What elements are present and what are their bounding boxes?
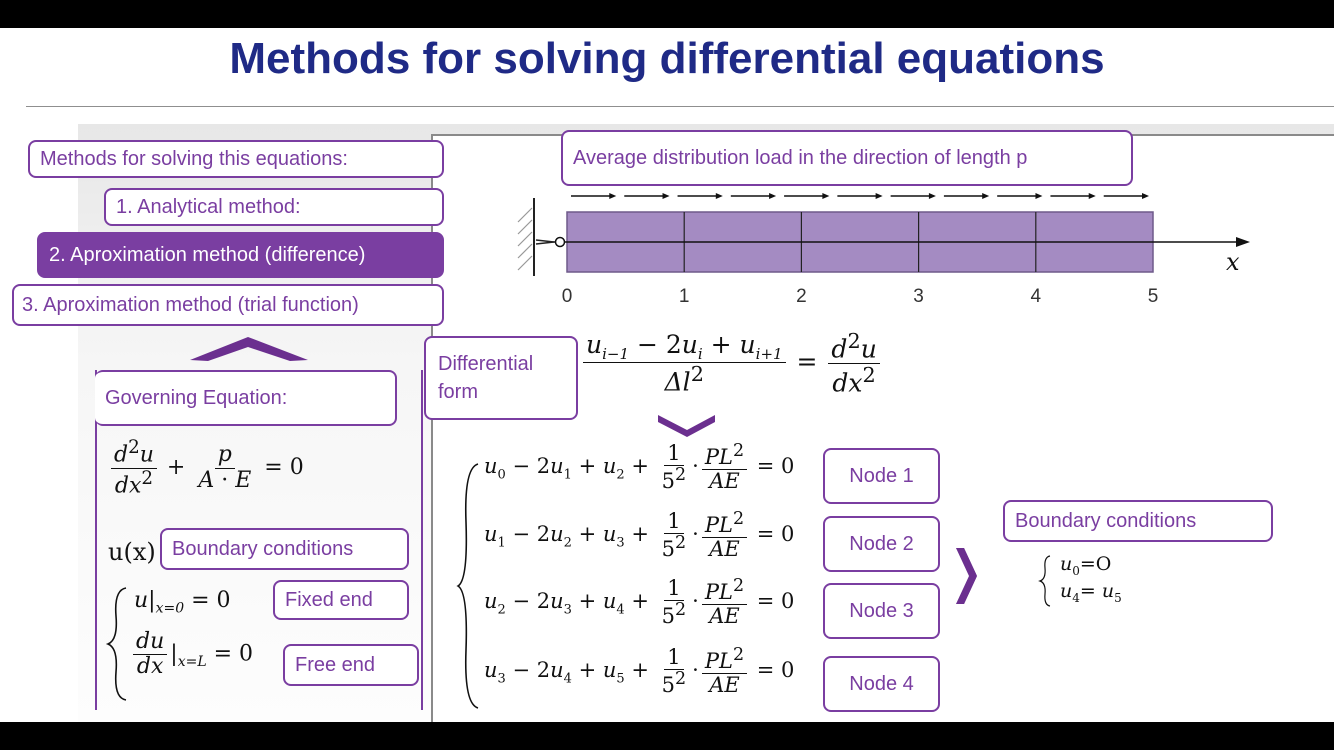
boundary-conditions-box bbox=[160, 528, 409, 570]
load-arrow-icon bbox=[837, 193, 882, 199]
free-end-box bbox=[283, 644, 419, 686]
methods-header-box bbox=[28, 140, 444, 178]
load-arrow-icon bbox=[571, 193, 616, 199]
tick-label: 3 bbox=[913, 286, 924, 307]
title-divider bbox=[26, 106, 1334, 107]
node-4-equation: $u_3 - 2u_4 + u_5$ + $\frac{1}{5^2}$ · $\frac{PL^2}{AE}$ = 0 bbox=[484, 645, 795, 698]
load-label-box bbox=[561, 130, 1133, 186]
node-3-label: Node 3 bbox=[849, 599, 914, 622]
difference-formula: $\frac{u_{i-1} - 2u_i + u_{i+1}}{\Delta l^2}$ = $\frac{d^2u}{dx^2}$ bbox=[580, 330, 883, 397]
node-2-equation: $u_1 - 2u_2 + u_3$ + $\frac{1}{5^2}$ · $\frac{PL^2}{AE}$ = 0 bbox=[484, 509, 795, 562]
load-arrow-icon bbox=[678, 193, 723, 199]
tick-label: 1 bbox=[678, 286, 690, 307]
chevron-right-icon bbox=[953, 548, 979, 604]
fixed-end-condition: $u|_{x=0} = 0$ bbox=[134, 588, 231, 617]
system-brace-icon bbox=[456, 462, 482, 710]
chevron-up-icon bbox=[190, 333, 310, 363]
small-brace-icon bbox=[1038, 554, 1054, 608]
method-difference-box bbox=[37, 232, 444, 278]
pin-support-icon bbox=[556, 238, 565, 247]
method-analytical-box bbox=[104, 188, 444, 226]
load-arrow-icon bbox=[1050, 193, 1095, 199]
free-end-condition: $\frac{du}{dx}$ $|_{x=L} = 0$ bbox=[130, 630, 253, 679]
boundary-conditions-right-label: Boundary conditions bbox=[1015, 509, 1197, 532]
load-arrow-icon bbox=[731, 193, 776, 199]
method-difference: 2. Aproximation method (difference) bbox=[49, 243, 366, 266]
methods-header: Methods for solving this equations: bbox=[40, 147, 348, 170]
node-1-label: Node 1 bbox=[849, 464, 914, 487]
beam-diagram bbox=[510, 188, 1270, 318]
tick-label: 2 bbox=[796, 286, 807, 307]
fixed-end-box bbox=[273, 580, 409, 620]
slide-title: Methods for solving differential equations bbox=[229, 34, 1105, 83]
node-2-label: Node 2 bbox=[849, 532, 914, 555]
differential-label-line1: Differential bbox=[438, 353, 534, 375]
load-arrow-icon bbox=[784, 193, 829, 199]
boundary-conditions-label: Boundary conditions bbox=[172, 537, 354, 560]
differential-label-line2: form bbox=[438, 381, 478, 403]
node-4-box bbox=[823, 656, 940, 712]
node-3-equation: $u_2 - 2u_3 + u_4$ + $\frac{1}{5^2}$ · $\frac{PL^2}{AE}$ = 0 bbox=[484, 576, 795, 629]
governing-equation-box bbox=[95, 370, 397, 426]
tick-label: 4 bbox=[1030, 286, 1042, 307]
boundary-conditions-right-box bbox=[1003, 500, 1273, 542]
method-analytical: 1. Analytical method: bbox=[116, 195, 301, 218]
x-axis-label: x bbox=[1226, 248, 1240, 276]
node-1-box bbox=[823, 448, 940, 504]
u-of-x: u(x) bbox=[108, 538, 156, 566]
boundary-conditions-right: $u_0=O$ $u_4= u_5$ bbox=[1060, 553, 1122, 606]
load-arrow-icon bbox=[624, 193, 669, 199]
tick-label: 5 bbox=[1147, 286, 1159, 307]
load-arrow-icon bbox=[944, 193, 989, 199]
wall-hatch bbox=[518, 198, 534, 276]
governing-equation-label: Governing Equation: bbox=[105, 386, 288, 409]
fixed-end-label: Fixed end bbox=[285, 588, 373, 611]
node-3-box bbox=[823, 583, 940, 639]
load-label: Average distribution load in the direction of length p bbox=[573, 146, 1028, 169]
differential-form-box bbox=[424, 336, 578, 420]
method-trial-function: 3. Aproximation method (trial function) bbox=[22, 293, 359, 316]
method-trial-function-box bbox=[12, 284, 444, 326]
load-arrow-icon bbox=[1104, 193, 1149, 199]
tick-label: 0 bbox=[561, 286, 573, 307]
load-arrow-icon bbox=[997, 193, 1042, 199]
chevron-down-icon bbox=[658, 412, 716, 438]
governing-equation: $\frac{d^2u}{dx^2}$ + $\frac{p}{A \cdot E}$ = 0 bbox=[108, 438, 304, 498]
node-4-label: Node 4 bbox=[849, 672, 914, 695]
x-axis-arrow-icon bbox=[1236, 237, 1250, 247]
load-arrow-icon bbox=[891, 193, 936, 199]
node-2-box bbox=[823, 516, 940, 572]
node-1-equation: $u_0 - 2u_1 + u_2$ + $\frac{1}{5^2}$ · $\frac{PL^2}{AE}$ = 0 bbox=[484, 441, 795, 494]
free-end-label: Free end bbox=[295, 653, 376, 676]
